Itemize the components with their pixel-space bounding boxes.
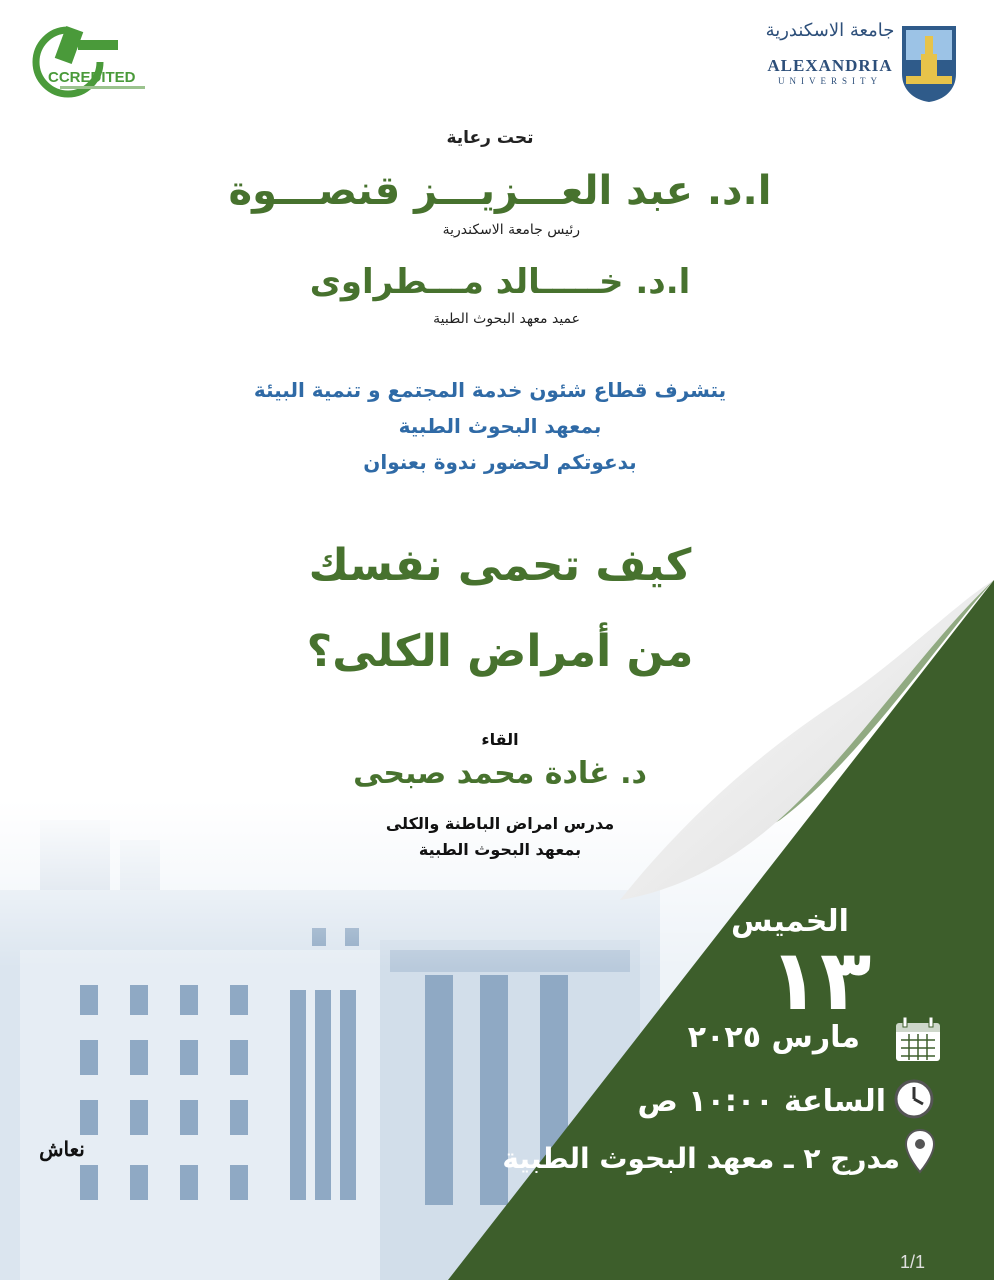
location-pin-icon	[904, 1128, 936, 1174]
sponsorship-label: تحت رعاية	[446, 128, 534, 148]
event-time: الساعة ١٠:٠٠ ص	[637, 1084, 886, 1119]
event-day-number: ١٣	[768, 931, 872, 1029]
event-day-name: الخميس	[731, 904, 849, 939]
calendar-icon	[893, 1016, 943, 1064]
signature-logo: نعاش	[39, 1137, 85, 1161]
event-month-year: مارس ٢٠٢٥	[687, 1020, 860, 1055]
university-logo-arabic: جامعة الاسكندرية	[765, 20, 895, 41]
lecturer-label: القاء	[481, 730, 519, 749]
alexandria-university-logo	[765, 18, 965, 108]
event-location: مدرج ٢ ـ معهد البحوث الطبية	[502, 1142, 900, 1175]
clock-icon	[893, 1078, 935, 1120]
page-marker: 1/1	[900, 1252, 926, 1272]
president-title: رئيس جامعة الاسكندرية	[442, 222, 580, 238]
university-logo-english: ALEXANDRIA	[767, 56, 893, 75]
topic-line-1: كيف تحمى نفسك	[308, 540, 692, 591]
dean-name: ا.د. خـــــالد مـــطراوى	[309, 262, 691, 302]
lecturer-role-line-1: مدرس امراض الباطنة والكلى	[385, 814, 615, 833]
invitation-line-3: بدعوتكم لحضور ندوة بعنوان	[363, 450, 637, 474]
university-logo-sub: UNIVERSITY	[778, 76, 882, 86]
accredited-logo	[30, 20, 160, 110]
lighthouse-shield-icon	[900, 24, 958, 104]
topic-line-2: من أمراض الكلى؟	[306, 626, 694, 677]
invitation-line-1: يتشرف قطاع شئون خدمة المجتمع و تنمية البيئة	[253, 378, 727, 402]
president-name: ا.د. عبد العـــزيـــز قنصـــوة	[228, 168, 772, 214]
invitation-line-2: بمعهد البحوث الطبية	[398, 414, 602, 438]
lecturer-name: د. غادة محمد صبحى	[353, 756, 647, 791]
accredited-logo-text: CCREDITED	[48, 69, 136, 86]
lecturer-role-line-2: بمعهد البحوث الطبية	[418, 840, 582, 859]
dean-title: عميد معهد البحوث الطبية	[433, 311, 580, 327]
